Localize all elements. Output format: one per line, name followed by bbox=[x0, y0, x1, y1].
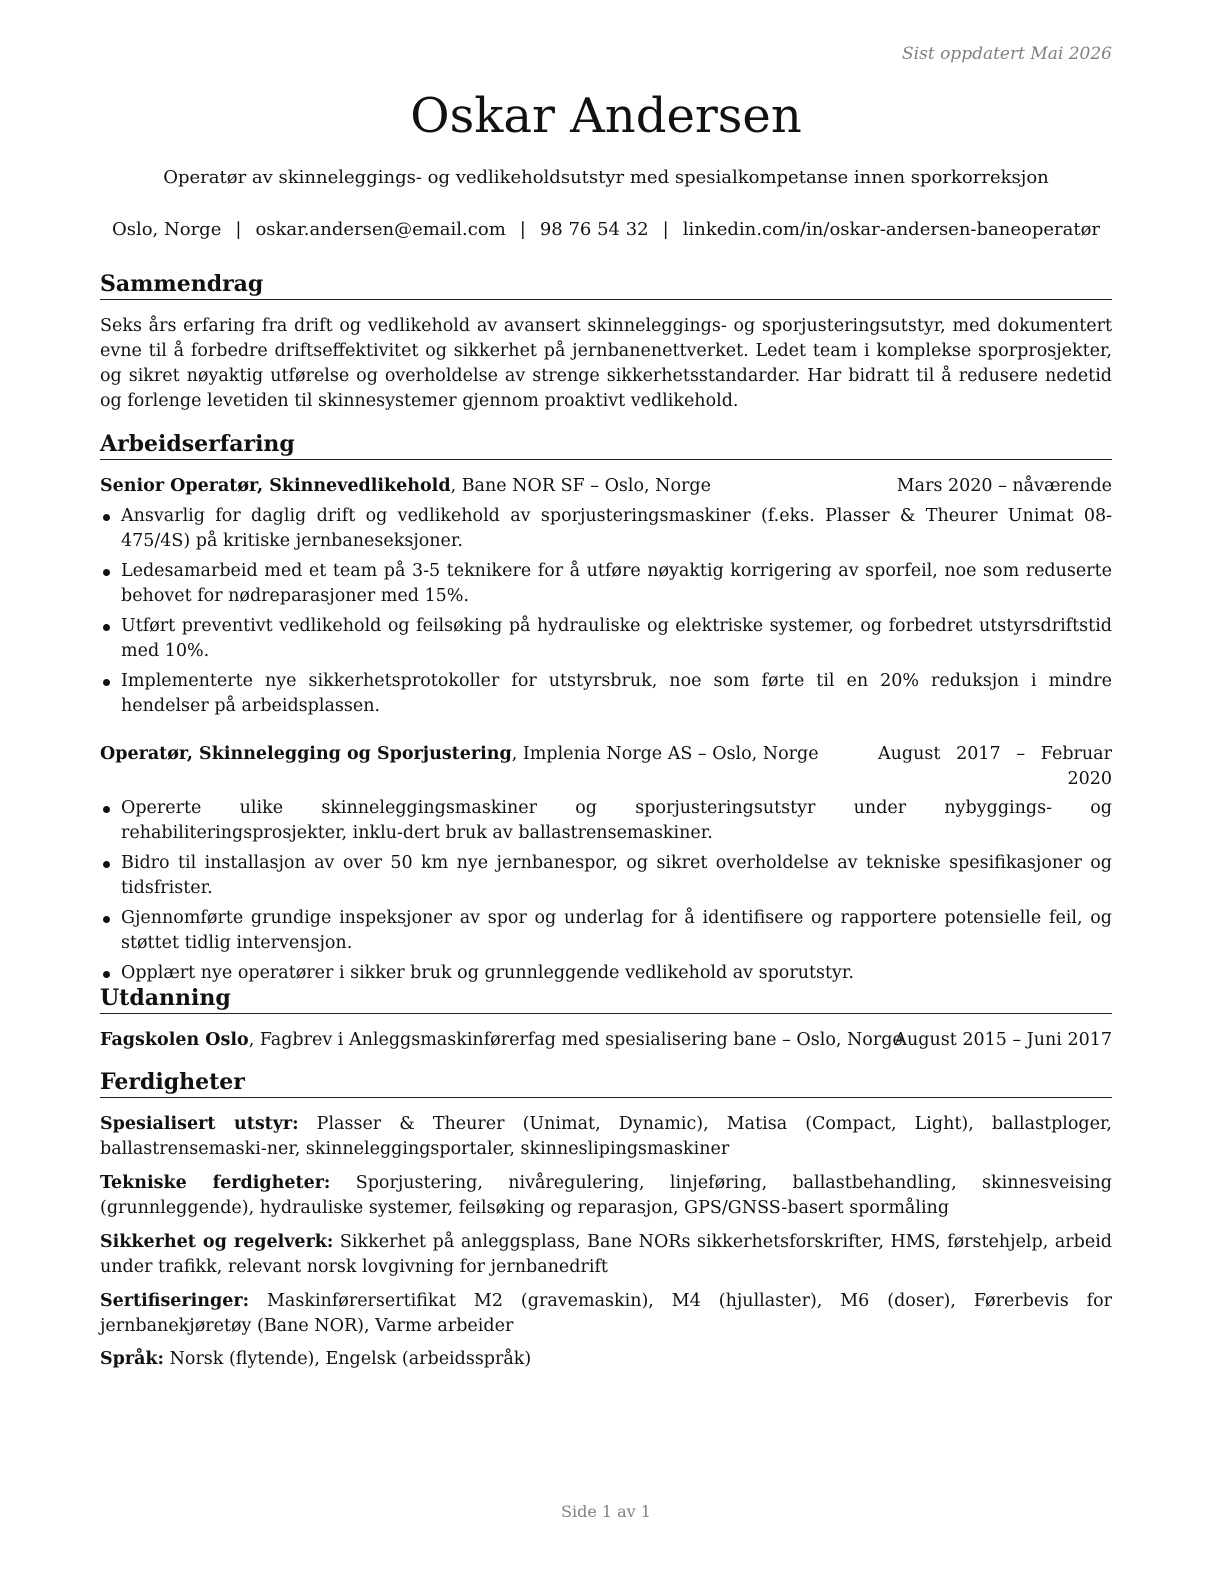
skill-label: Språk: bbox=[100, 1349, 165, 1369]
job-date: Mars 2020 – nåværende bbox=[896, 476, 1112, 496]
job-bullet: Opererte ulike skinneleggingsmaskiner og sporjusteringsutstyr under nybyggings- og rehabiliteringsprosjekter, inklu-dert bruk av ballastrensemaskiner. bbox=[100, 796, 1112, 846]
contact-line bbox=[100, 219, 1112, 240]
contact-linkedin[interactable]: linkedin.com/in/oskar-andersen-baneoperatør bbox=[682, 219, 1101, 240]
contact-location: Oslo, Norge bbox=[111, 219, 222, 240]
section-title-experience: Arbeidserfaring bbox=[100, 430, 1112, 460]
contact-separator: | bbox=[662, 219, 669, 240]
contact-phone: 98 76 54 32 bbox=[539, 219, 649, 240]
contact-separator: | bbox=[235, 219, 242, 240]
job-bullet: Opplært nye operatører i sikker bruk og grunnleggende vedlikehold av sporutstyr. bbox=[100, 961, 1112, 986]
section-title-summary: Sammendrag bbox=[100, 270, 1112, 300]
job-bullet: Ansvarlig for daglig drift og vedlikehold av sporjusteringsmaskiner (f.eks. Plasser & Theurer Unimat 08-475/4S) på kritiske jernbaneseksjoner. bbox=[100, 504, 1112, 554]
skill-label: Sikkerhet og regelverk: bbox=[100, 1232, 334, 1252]
education-entry bbox=[100, 1028, 1112, 1053]
skill-text: Sporjustering, nivåregulering, linjeføring, ballastbehandling, skinnesveising (grunnleggende), hydrauliske systemer, feilsøking og reparasjon, GPS/GNSS-basert spormåling bbox=[100, 1173, 1113, 1218]
job-bullets bbox=[100, 504, 1112, 724]
education-date: August 2015 – Juni 2017 bbox=[894, 1030, 1112, 1050]
skill-label: Spesialisert utstyr: bbox=[100, 1114, 299, 1134]
skill-row bbox=[100, 1289, 1112, 1339]
education-school: Fagskolen Oslo bbox=[100, 1030, 249, 1050]
job-date-line1: August 2017 – Februar bbox=[878, 744, 1112, 764]
job-employer: , Bane NOR SF – Oslo, Norge bbox=[450, 476, 711, 496]
job-role: Senior Operatør, Skinnevedlikehold bbox=[100, 476, 451, 496]
job-bullet: Bidro til installasjon av over 50 km nye jernbanespor, og sikret overholdelse av tekniske spesifikasjoner og tidsfrister. bbox=[100, 851, 1112, 901]
tagline: Operatør av skinneleggings- og vedlikeholdsutstyr med spesialkompetanse innen sporkorreksjon bbox=[163, 167, 1049, 188]
job-role: Operatør, Skinnelegging og Sporjustering bbox=[100, 744, 512, 764]
job-date bbox=[878, 742, 1112, 767]
job-date-line2: 2020 bbox=[1067, 769, 1112, 789]
skill-text: Maskinførersertifikat M2 (gravemaskin), M4 (hjullaster), M6 (doser), Førerbevis for jernbanekjøretøy (Bane NOR), Varme arbeider bbox=[100, 1291, 1112, 1336]
skill-row bbox=[100, 1171, 1112, 1221]
job-header bbox=[100, 474, 1112, 499]
skill-text: Plasser & Theurer (Unimat, Dynamic), Matisa (Compact, Light), ballastploger, ballastrensemaski-ner, skinneleggingsportaler, skinneslipingsmaskiner bbox=[100, 1114, 1112, 1159]
skill-text: Sikkerhet på anleggsplass, Bane NORs sikkerhetsforskrifter, HMS, førstehjelp, arbeid under trafikk, relevant norsk lovgivning for jernbanedrift bbox=[100, 1232, 1112, 1277]
education-detail: , Fagbrev i Anleggsmaskinførerfag med spesialisering bane – Oslo, Norge bbox=[248, 1030, 903, 1050]
skill-label: Tekniske ferdigheter: bbox=[100, 1173, 331, 1193]
job-bullet: Utført preventivt vedlikehold og feilsøking på hydrauliske og elektriske systemer, og forbedret utstyrsdriftstid med 10%. bbox=[100, 614, 1112, 664]
section-title-education: Utdanning bbox=[100, 984, 1112, 1014]
contact-separator: | bbox=[519, 219, 526, 240]
candidate-name: Oskar Andersen bbox=[410, 88, 802, 144]
skill-row bbox=[100, 1112, 1112, 1162]
skill-row bbox=[100, 1347, 1112, 1372]
summary-text: Seks års erfaring fra drift og vedlikehold av avansert skinneleggings- og sporjusteringsutstyr, med dokumentert evne til å forbedre driftseffektivitet og sikkerhet på jernbanenettverket. Ledet team i komplekse sporprosjekter, og sikret nøyaktig utførelse og overholdelse av strenge sikkerhetsstandarder. Har bidratt til å redusere nedetid og forlenge levetiden til skinnesystemer gjennom proaktivt vedlikehold. bbox=[100, 316, 1112, 411]
job-bullets bbox=[100, 796, 1112, 991]
job-header bbox=[100, 742, 1112, 789]
job-employer: , Implenia Norge AS – Oslo, Norge bbox=[511, 744, 819, 764]
skill-label: Sertifiseringer: bbox=[100, 1291, 250, 1311]
job-bullet: Implementerte nye sikkerhetsprotokoller for utstyrsbruk, noe som førte til en 20% reduksjon i mindre hendelser på arbeidsplassen. bbox=[100, 669, 1112, 719]
section-title-skills: Ferdigheter bbox=[100, 1068, 1112, 1098]
skill-row bbox=[100, 1230, 1112, 1280]
last-updated: Sist oppdatert Mai 2026 bbox=[902, 44, 1112, 64]
skill-text: Norsk (flytende), Engelsk (arbeidsspråk) bbox=[164, 1349, 532, 1369]
job-bullet: Gjennomførte grundige inspeksjoner av spor og underlag for å identifisere og rapportere potensielle feil, og støttet tidlig intervensjon. bbox=[100, 906, 1112, 956]
job-bullet: Ledesamarbeid med et team på 3-5 teknikere for å utføre nøyaktig korrigering av sporfeil, noe som reduserte behovet for nødreparasjoner med 15%. bbox=[100, 559, 1112, 609]
contact-email[interactable]: oskar.andersen@email.com bbox=[255, 219, 506, 240]
page-number: Side 1 av 1 bbox=[561, 1502, 651, 1521]
